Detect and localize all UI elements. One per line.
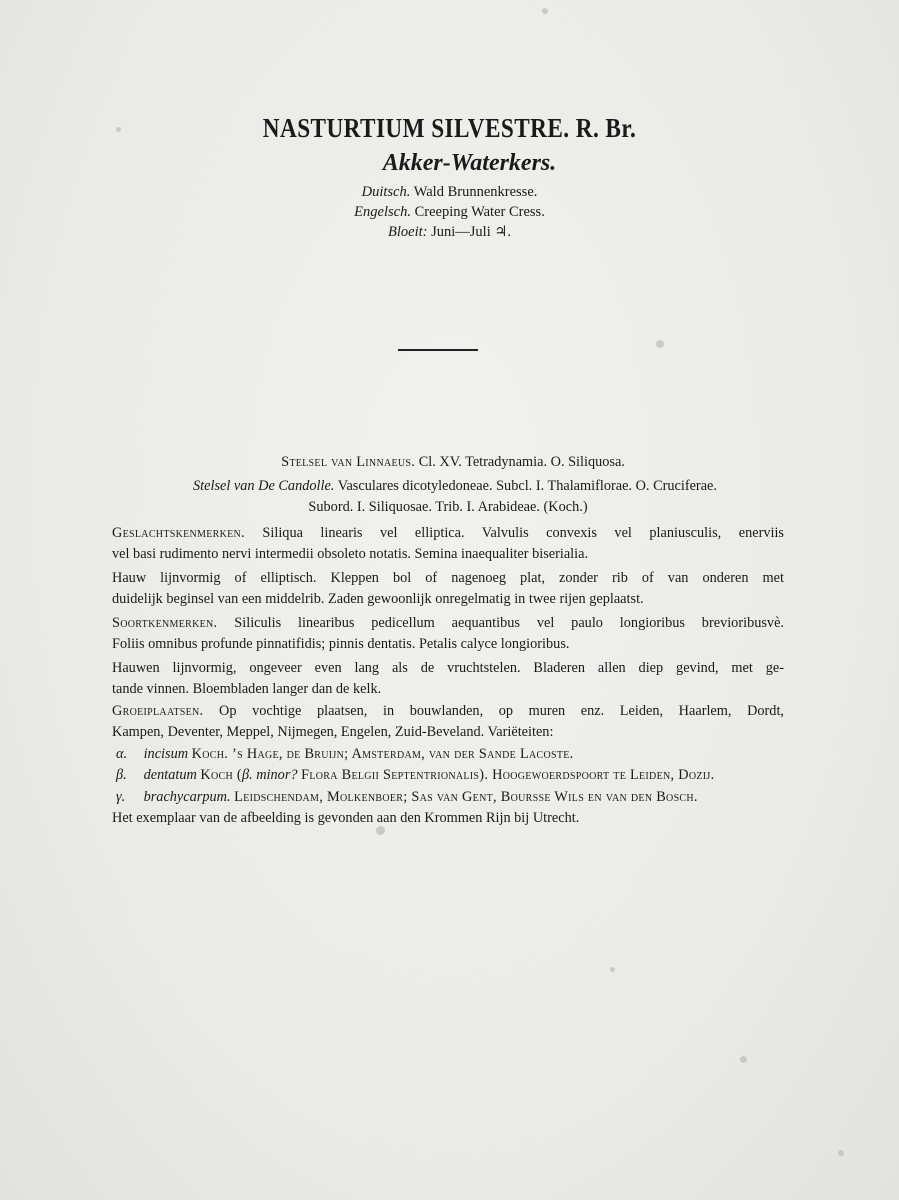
species-dutch-1: Hauwen lijnvormig, ongeveer even lang als de vruchtstelen. Bladeren allen diep gevind, met ge- (112, 659, 784, 676)
variety-beta (112, 765, 784, 787)
candolle-line (112, 476, 784, 498)
variety-text: Koch ( (200, 767, 242, 783)
habitat-line-2 (112, 722, 784, 744)
genus-label: Geslachtskenmerken. (112, 524, 245, 541)
bloom-value: Juni—Juli ♃. (431, 224, 511, 240)
genus-latin-line-1 (112, 523, 784, 545)
variety-text-2: Flora Belgii Septentrionalis). Hoogewoerdspoort te Leiden, Dozij. (301, 767, 715, 783)
variety-name: brachycarpum. (143, 788, 231, 805)
candolle-line-2 (112, 497, 784, 519)
habitat-text-1: Op vochtige plaatsen, in bouwlanden, op muren enz. Leiden, Haarlem, Dordt, (219, 702, 785, 719)
bloom-line (0, 222, 899, 242)
variety-alpha (112, 744, 784, 766)
description-body (112, 452, 784, 830)
candolle-text-2: Subord. I. Siliquosae. Trib. I. Arabideae. (Koch.) (308, 499, 588, 515)
variety-text: Leidschendam, Molkenboer; Sas van Gent, Boursse Wils en van den Bosch. (234, 788, 698, 805)
english-label: Engelsch. (354, 204, 411, 220)
species-label: Soortkenmerken. (112, 614, 218, 631)
species-latin-line-1 (112, 613, 784, 635)
variety-symbol: β. (116, 767, 127, 783)
linnaeus-label: Stelsel van Linnaeus. (281, 454, 416, 470)
linnaeus-text: Cl. XV. Tetradynamia. O. Siliquosa. (418, 454, 625, 470)
genus-latin-1: Siliqua linearis vel elliptica. Valvulis convexis vel planiusculis, enerviis (262, 524, 784, 541)
habitat-text-2: Kampen, Deventer, Meppel, Nijmegen, Engelen, Zuid-Beveland. Variëteiten: (112, 724, 554, 740)
page-subtitle: Akker-Waterkers. (382, 150, 557, 176)
page-title: NASTURTIUM SILVESTRE. R. Br. (262, 113, 637, 143)
paper-speck (610, 967, 615, 972)
species-dutch-line-1 (112, 658, 784, 680)
species-latin-line-2 (112, 634, 784, 656)
genus-dutch-line-2 (112, 589, 784, 611)
candolle-text: Vasculares dicotyledoneae. Subcl. I. Thalamiflorae. O. Cruciferae. (337, 477, 717, 494)
species-latin-1: Siliculis linearibus pedicellum aequantibus vel paulo longioribus brevioribusvè. (234, 614, 784, 631)
paper-speck (656, 340, 664, 348)
habitat-label: Groeiplaatsen. (112, 702, 204, 719)
german-name: Wald Brunnenkresse. (413, 184, 538, 200)
english-name: Creeping Water Cress. (414, 204, 545, 220)
bloom-label: Bloeit: (388, 224, 428, 240)
specimen-note: Het exemplaar van de afbeelding is gevonden aan den Krommen Rijn bij Utrecht. (112, 810, 580, 826)
genus-latin-2: vel basi rudimento nervi intermedii obsoleto notatis. Semina inaequaliter biserialia. (112, 546, 589, 562)
variety-text: Koch. ’s Hage, de Bruijn; Amsterdam, van der Sande Lacoste. (191, 745, 574, 762)
variety-subname: β. minor? (241, 767, 298, 783)
genus-dutch-line-1 (112, 568, 784, 590)
variety-symbol: γ. (116, 788, 126, 805)
german-name-line (0, 182, 899, 202)
header (0, 110, 899, 242)
english-name-line (0, 202, 899, 222)
variety-gamma (112, 787, 784, 809)
candolle-label: Stelsel van De Candolle. (193, 477, 335, 494)
paper-speck (542, 8, 548, 14)
genus-latin-line-2 (112, 544, 784, 566)
variety-name: incisum (143, 745, 189, 762)
german-label: Duitsch. (361, 184, 411, 200)
species-dutch-2: tande vinnen. Bloembladen langer dan de kelk. (112, 681, 382, 697)
genus-dutch-1: Hauw lijnvormig of elliptisch. Kleppen bol of nagenoeg plat, zonder rib of van onderen met (112, 569, 784, 586)
genus-dutch-2: duidelijk beginsel van een middelrib. Zaden gewoonlijk onregelmatig in twee rijen geplaatst. (112, 591, 644, 607)
paper-speck (740, 1056, 747, 1063)
variety-name: dentatum (143, 767, 197, 783)
linnaeus-line (112, 452, 784, 474)
habitat-line-1 (112, 701, 784, 723)
divider-rule (398, 349, 478, 351)
species-dutch-line-2 (112, 679, 784, 701)
paper-speck (838, 1150, 844, 1156)
variety-symbol: α. (116, 745, 128, 762)
species-latin-2: Foliis omnibus profunde pinnatifidis; pinnis dentatis. Petalis calyce longioribus. (112, 636, 570, 652)
